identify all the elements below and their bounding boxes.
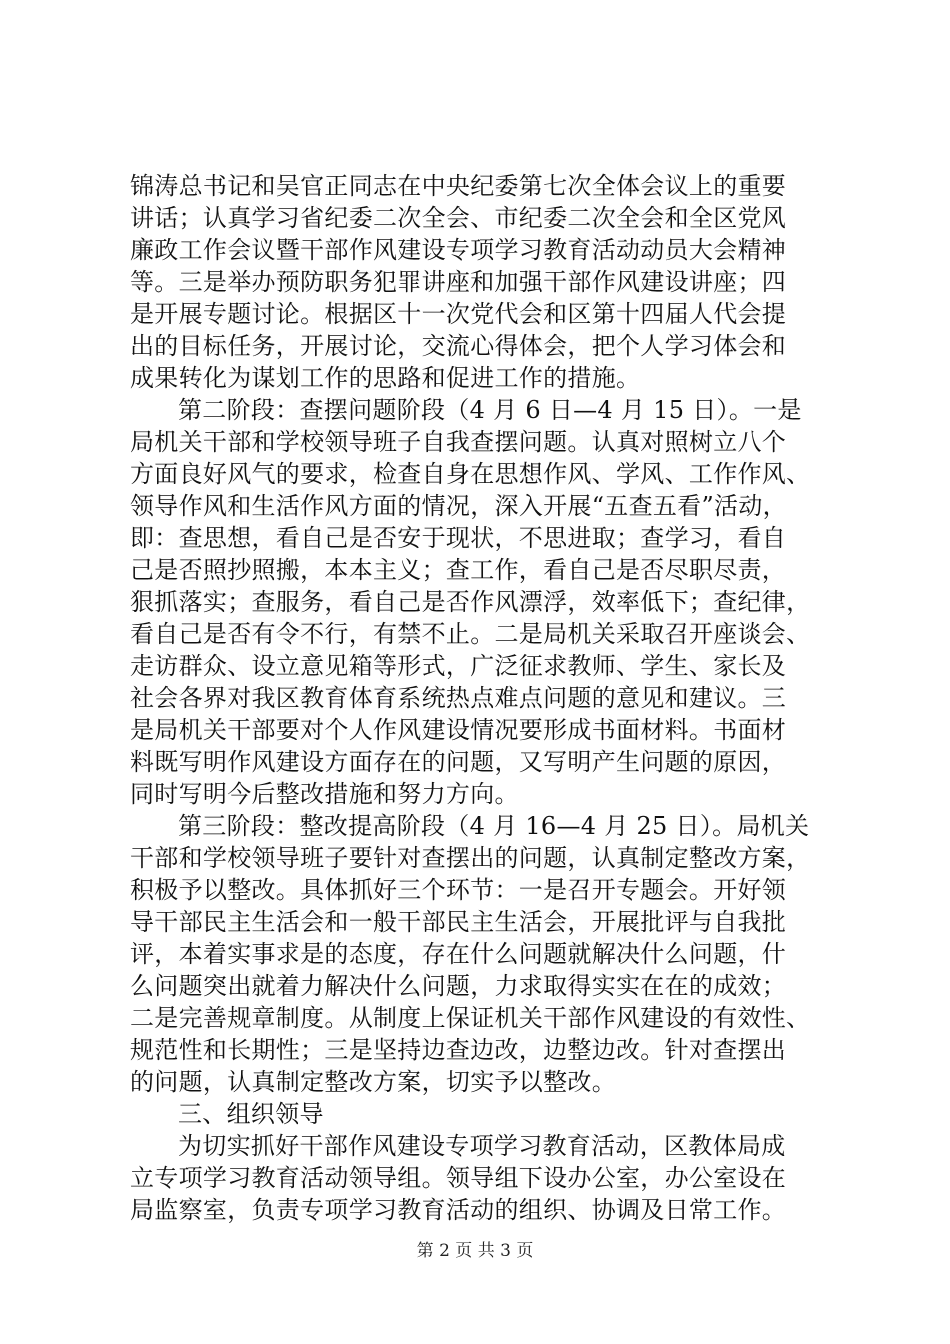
text-line: 是开展专题讨论。根据区十一次党代会和区第十四届人代会提 — [130, 300, 787, 328]
text-line: 局监察室，负责专项学习教育活动的组织、协调及日常工作。 — [130, 1196, 787, 1224]
text-line: 社会各界对我区教育体育系统热点难点问题的意见和建议。三 — [130, 684, 787, 712]
text-line: 己是否照抄照搬，本本主义；查工作，看自己是否尽职尽责， — [130, 556, 787, 584]
text-line: 等。三是举办预防职务犯罪讲座和加强干部作风建设讲座；四 — [130, 268, 787, 296]
text-line: 第三阶段：整改提高阶段（4 月 16—4 月 25 日）。局机关 — [178, 812, 810, 840]
text-line: 领导作风和生活作风方面的情况，深入开展“五查五看”活动， — [130, 492, 787, 520]
text-line: 立专项学习教育活动领导组。领导组下设办公室，办公室设在 — [130, 1164, 787, 1192]
text-line: 局机关干部和学校领导班子自我查摆问题。认真对照树立八个 — [130, 428, 787, 456]
text-line: 走访群众、设立意见箱等形式，广泛征求教师、学生、家长及 — [130, 652, 787, 680]
document-body — [130, 170, 830, 1226]
page-footer: 第 2 页 共 3 页 — [416, 1241, 534, 1261]
text-line: 同时写明今后整改措施和努力方向。 — [130, 780, 519, 808]
text-line: 锦涛总书记和吴官正同志在中央纪委第七次全体会议上的重要 — [130, 172, 787, 200]
text-line: 成果转化为谋划工作的思路和促进工作的措施。 — [130, 364, 641, 392]
text-line: 方面良好风气的要求，检查自身在思想作风、学风、工作作风、 — [130, 460, 811, 488]
text-line: 积极予以整改。具体抓好三个环节：一是召开专题会。开好领 — [130, 876, 787, 904]
text-line: 二是完善规章制度。从制度上保证机关干部作风建设的有效性、 — [130, 1004, 811, 1032]
text-line: 第二阶段：查摆问题阶段（4 月 6 日—4 月 15 日）。一是 — [178, 396, 802, 424]
text-line: 是局机关干部要对个人作风建设情况要形成书面材料。书面材 — [130, 716, 787, 744]
text-line: 规范性和长期性；三是坚持边查边改，边整边改。针对查摆出 — [130, 1036, 787, 1064]
text-line: 么问题突出就着力解决什么问题，力求取得实实在在的成效； — [130, 972, 787, 1000]
text-line: 评，本着实事求是的态度，存在什么问题就解决什么问题，什 — [130, 940, 787, 968]
text-line: 讲话；认真学习省纪委二次全会、市纪委二次全会和全区党风 — [130, 204, 787, 232]
text-line: 看自己是否有令不行，有禁不止。二是局机关采取召开座谈会、 — [130, 620, 811, 648]
text-line: 干部和学校领导班子要针对查摆出的问题，认真制定整改方案， — [130, 844, 811, 872]
text-line: 料既写明作风建设方面存在的问题，又写明产生问题的原因， — [130, 748, 787, 776]
text-line: 廉政工作会议暨干部作风建设专项学习教育活动动员大会精神 — [130, 236, 787, 264]
text-line: 即：查思想，看自己是否安于现状，不思进取；查学习，看自 — [130, 524, 787, 552]
text-line: 的问题，认真制定整改方案，切实予以整改。 — [130, 1068, 616, 1096]
text-line: 导干部民主生活会和一般干部民主生活会，开展批评与自我批 — [130, 908, 787, 936]
text-line: 为切实抓好干部作风建设专项学习教育活动，区教体局成 — [178, 1132, 786, 1160]
text-line: 狠抓落实；查服务，看自己是否作风漂浮，效率低下；查纪律， — [130, 588, 811, 616]
text-line: 出的目标任务，开展讨论，交流心得体会，把个人学习体会和 — [130, 332, 787, 360]
text-line: 三、组织领导 — [178, 1100, 324, 1128]
